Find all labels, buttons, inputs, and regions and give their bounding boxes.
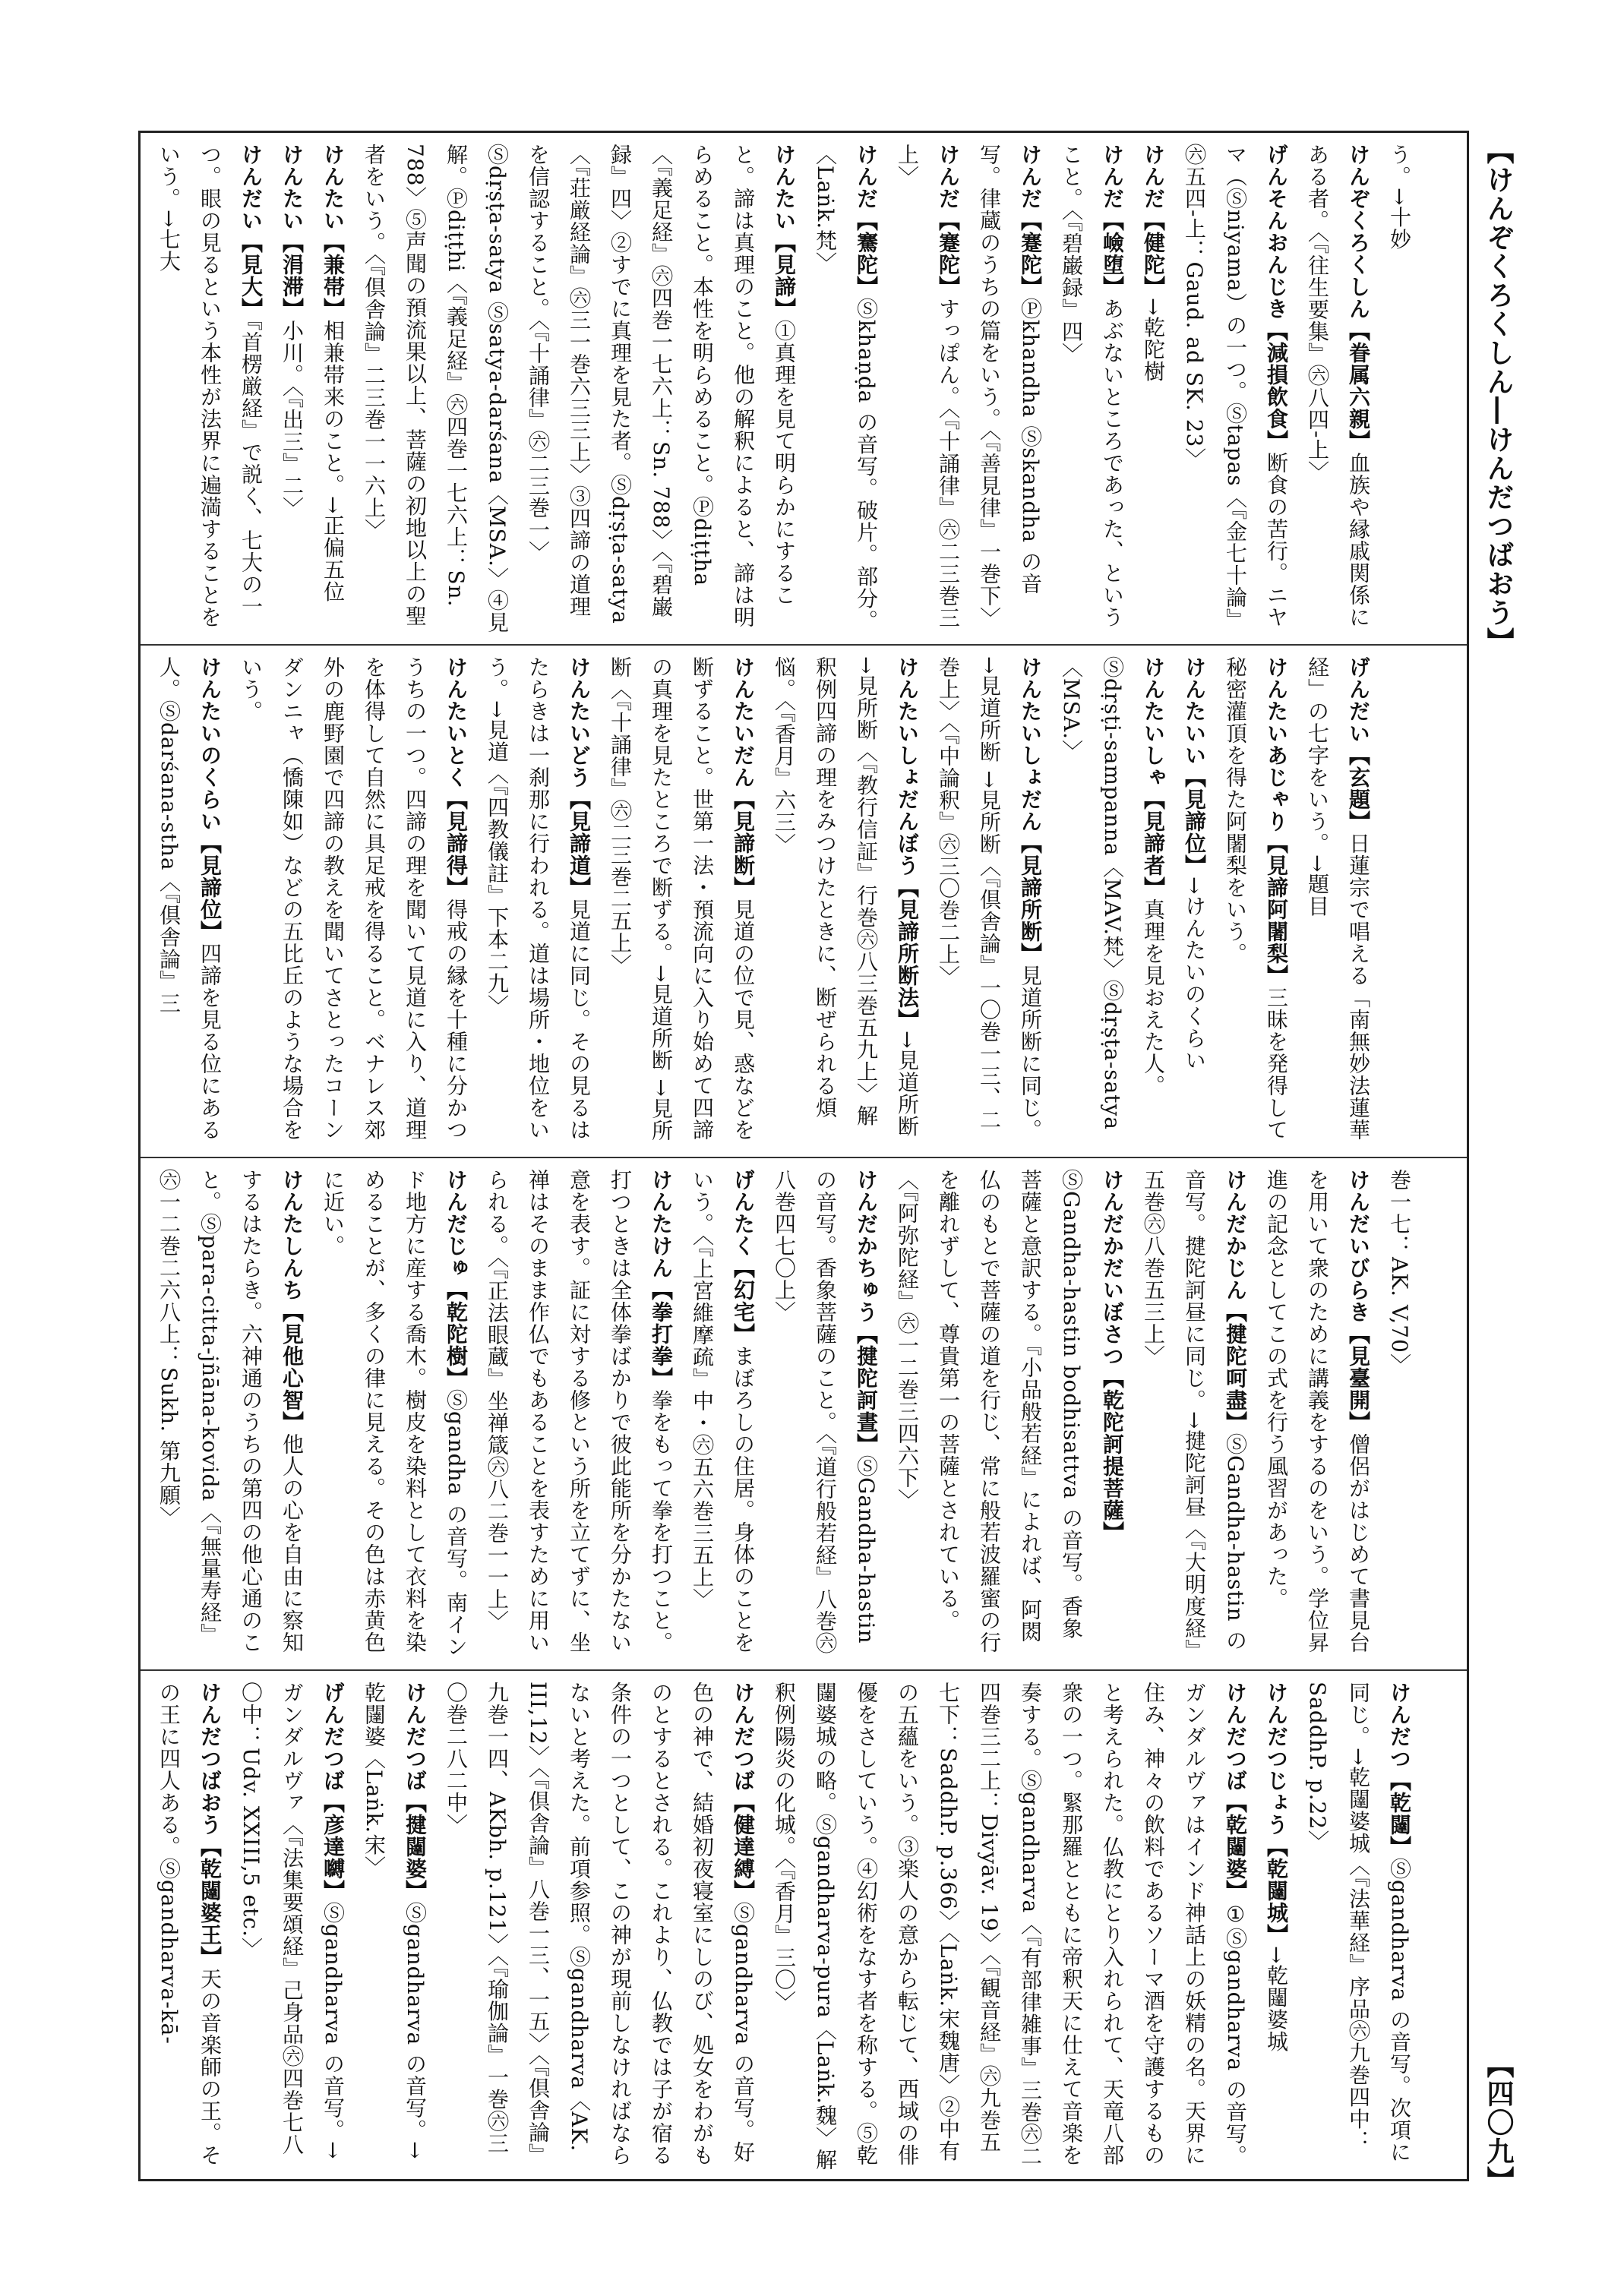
dictionary-entry xyxy=(148,144,271,633)
dictionary-entry xyxy=(927,656,1051,1146)
entry-definition: 断食の苦行。ニヤマ（Ⓢniyama）の一つ。Ⓢtapas〈『金七十論』㊅五四‑上：Gaud. ad SK. 23〉 xyxy=(1182,144,1289,630)
dictionary-entry xyxy=(312,144,353,633)
entry-definition: →乾陀樹 xyxy=(1141,298,1166,383)
entry-headword: けんだつば【乾闥婆】 xyxy=(1223,1682,1248,1902)
entry-definition: 天の音楽師の王。その王に四人ある。Ⓢgandharva-kā- xyxy=(156,1682,223,2166)
entry-definition: 四諦を見る位にある人。Ⓢdarśana-stha〈『倶舎論』三 xyxy=(156,656,223,1141)
entry-definition: Ⓢgandharva の音写。→乾闥婆〈Laṅk.宋〉 xyxy=(362,1682,428,2160)
entry-definition: ①Ⓢgandharva の音写。ガンダルヴァはインド神話上の妖精の名。天界に住み、神々の飲料であるソーマ酒を守護するものと考えられた。仏教にとり入れられて、天竜八部衆の一つ。緊那羅とともに帝釈天に仕えて音楽を奏する。Ⓢgandharva〈『有部律雑事』三巻㊅二四巻三二上：Divyāv. 19〉〈『観音経』㊅九巻五七下：SaddhP. p.366〉〈Laṅk.宋魏唐〉②中有の五蘊をいう。③楽人の意から転じて、西域の俳優をさしていう。④幻術をなす者を称する。⑤乾闥婆城の略。Ⓢgandharva-pura〈Laṅk.魏〉解釈例陽炎の化城。〈『香月』三〇〉 xyxy=(772,1682,1248,2171)
dictionary-entry xyxy=(763,1682,1256,2173)
dictionary-entry xyxy=(968,144,1051,633)
dictionary-entry xyxy=(148,1169,312,1659)
dictionary-entry xyxy=(599,656,763,1146)
entry-headword: けんたけん【拳打拳】 xyxy=(649,1169,674,1389)
dictionary-entry xyxy=(763,1169,886,1659)
entry-definition: Ⓢkhaṇḍa の音写。破片。部分。〈Laṅk.梵〉 xyxy=(813,144,879,632)
entry-headword: けんだつば【健達縛】 xyxy=(731,1682,756,1902)
entry-definition: →乾闥婆城 xyxy=(1264,1946,1289,2053)
entry-headword: けんたいだん【見諦断】 xyxy=(731,656,756,898)
entry-definition: う。→十妙 xyxy=(1387,144,1412,251)
entry-definition: ⓈGandha-hastin の音写。香象菩薩のこと。〈『道行般若経』八巻㊅八巻四七〇上〉 xyxy=(772,1169,879,1654)
entry-definition: 他人の心を自由に察知するはたらき。六神通のうちの第四の他心通のこと。Ⓢpara-citta-jñāna-kovida〈『無量寿経』㊅一二巻二六八上：Sukh. 第九願〉 xyxy=(156,1169,305,1653)
entry-headword: けんたいしゃ【見諦者】 xyxy=(1141,656,1166,898)
dictionary-entry xyxy=(148,1682,230,2173)
entry-definition: 見道所断に同じ。→見道所断 →見所断〈『倶舎論』一〇巻一三、二巻上〉〈『中論釈』㊅三〇巻二上〉 xyxy=(936,656,1043,1141)
entry-definition: すっぽん。〈『十誦律』㊅二三巻三上〉 xyxy=(895,144,961,629)
entry-definition: 『首楞厳経』で説く、七大の一つ。眼の見るという本性が法界に遍満することをいう。→七大 xyxy=(156,144,264,628)
tier-2-text xyxy=(141,646,1386,1157)
entry-definition: 見道の位で見、惑などを断ずること。世第一法・預流向に入り始めて四諦の真理を見たところで断ずる。→見道所断 →見所断〈『十誦律』㊅二三巻二五上〉 xyxy=(608,656,756,1142)
entry-headword: けんだつばおう【乾闥婆王】 xyxy=(197,1682,223,1968)
dictionary-entry xyxy=(435,1682,763,2173)
entry-definition: 三昧を発得して秘密灌頂を得た阿闍梨をいう。 xyxy=(1223,656,1289,1141)
entry-headword: けんたい【見諦】 xyxy=(772,144,797,320)
entry-definition: ⓈGandha-hastin bodhisattva の音写。香象菩薩と意訳する。『小品般若経』によれば、阿閦仏のもとで菩薩の道を行じ、常に般若波羅蜜の行を離れずして、尊貴第一の菩薩とされている。〈『阿弥陀経』㊅一二巻三四六下〉 xyxy=(895,1169,1084,1653)
entry-headword: けんたい【涓滞】 xyxy=(280,144,305,320)
dictionary-entry xyxy=(1215,656,1297,1146)
dictionary-entry xyxy=(1297,1682,1420,2173)
entry-headword: げんそんおんじき【減損飲食】 xyxy=(1264,144,1289,452)
entry-headword: けんたいどう【見諦道】 xyxy=(567,656,592,898)
dictionary-entry xyxy=(1174,656,1215,1146)
dictionary-entry xyxy=(312,1169,476,1659)
dictionary-entry xyxy=(1297,656,1379,1146)
entry-definition: ①真理を見て明らかにすること。諦は真理のこと。他の解釈によると、諦は明らめること。本性を明らめること。Ⓟdiṭṭha〈『義足経』㊅四巻一七六上：Sn. 788〉〈『碧巌録』四〉②すでに真理を見た者。Ⓢdṛṣṭa-satya〈『荘厳経論』㊅三一巻六三三上〉③四諦の道理を信認すること。〈『十誦律』㊅二三巻一〉Ⓢdṛṣṭa-satya Ⓢsatya-darśana〈MSA.〉④見解。Ⓟdiṭṭhi〈『義足経』㊅四巻一七六上：Sn. 788〉⑤声聞の預流果以上、菩薩の初地以上の聖者をいう。〈『倶舎論』二三巻一一六上〉 xyxy=(362,144,797,633)
entry-headword: けんぞくろくしん【眷属六親】 xyxy=(1346,144,1371,452)
dictionary-entry xyxy=(1133,144,1174,633)
entry-headword: けんだいびらき【見臺開】 xyxy=(1346,1169,1371,1433)
entry-headword: けんだ【蹇陀】 xyxy=(1018,144,1043,298)
dictionary-entry xyxy=(476,656,599,1146)
entry-definition: Ⓢgandharva の音写。→ガンダルヴァ〈『法集要頌経』己身品㊅四巻七八〇中：Udv. XXIII,5 etc.〉 xyxy=(239,1682,346,2160)
dictionary-entry xyxy=(1379,1169,1420,1659)
dictionary-entry xyxy=(476,1169,681,1659)
entry-headword: けんだ【騫陀】 xyxy=(854,144,879,298)
entry-definition: 僧侶がはじめて書見台を用いて衆のために講義をするのをいう。学位昇進の記念としてこの式を行う風習があった。 xyxy=(1264,1169,1371,1653)
dictionary-entry xyxy=(353,144,804,633)
entry-definition: 小川。〈『出三』二〉 xyxy=(280,320,305,519)
entry-definition: ⓈGandha-hastin の音写。揵陀訶昼に同じ。→揵陀訶昼〈『大明度経』五巻㊅八巻五三上〉 xyxy=(1141,1169,1248,1652)
entry-headword: けんたいとく【見諦得】 xyxy=(444,656,469,898)
tier-1 xyxy=(141,133,1467,646)
dictionary-entry xyxy=(804,144,886,633)
entry-headword: けんたいあじゃり【見諦阿闍梨】 xyxy=(1264,656,1289,987)
tier-3 xyxy=(141,1158,1467,1671)
page-number: 【四〇九】 xyxy=(1483,2051,1515,2195)
entry-definition: 見道に同じ。その見るはたらきは一刹那に行われる。道は場所・地位をいう。→見道〈『四教儀註』下本二九〉 xyxy=(485,656,592,1141)
dictionary-entry xyxy=(353,1682,435,2173)
entry-definition: あぶないところであった、ということ。〈『碧巌録』四〉 xyxy=(1059,144,1125,628)
entry-headword: けんだかだいぼさつ【乾陀訶提菩薩】 xyxy=(1100,1169,1125,1543)
entry-headword: げんだつば【彦達嚩】 xyxy=(321,1682,346,1902)
entry-headword: けんだかちゅう【揵陀訶晝】 xyxy=(854,1169,879,1455)
dictionary-entry xyxy=(886,1169,1133,1659)
entry-headword: けんだかじん【揵陀呵盡】 xyxy=(1223,1169,1248,1433)
tier-4-text xyxy=(141,1671,1427,2184)
entry-definition: 得戒の縁を十種に分かつうちの一つ。四諦の理を聞いて見道に入り、道理を体得して自然に具足戒を得ること。ベナレス郊外の鹿野園で四諦の教えを聞いてさとったコーンダンニャ（憍陳如）などの五比丘のような場合をいう。 xyxy=(239,656,469,1141)
entry-headword: けんだつじょう【乾闥城】 xyxy=(1264,1682,1289,1946)
dictionary-entry xyxy=(886,144,968,633)
dictionary-entry xyxy=(1297,144,1379,633)
entry-definition: →見道所断 →見所断〈『教行信証』行巻㊅八三巻五九上〉解釈例四諦の理をみつけたときに、断ぜられる煩悩。〈『香月』六三〉 xyxy=(772,656,920,1138)
entry-definition: 巻一七：AK. V,70〉 xyxy=(1387,1169,1412,1375)
entry-headword: げんたく【幻宅】 xyxy=(731,1169,756,1345)
dictionary-entry xyxy=(1379,144,1420,633)
entry-headword: けんたいしょだんぼう【見諦所断法】 xyxy=(895,656,920,1031)
dictionary-entry xyxy=(681,1169,763,1659)
dictionary-entry xyxy=(1256,1169,1379,1659)
running-head: 【けんぞくろくしん―けんだつばおう】 xyxy=(1483,137,1515,656)
entry-headword: けんだい【見大】 xyxy=(239,144,264,320)
tier-4 xyxy=(141,1671,1467,2184)
entry-definition: 血族や縁戚関係にある者。〈『往生要集』㊅八四‑上〉 xyxy=(1305,144,1371,628)
entry-definition: 相兼帯来のこと。→正偏五位 xyxy=(321,320,346,603)
entry-headword: けんたいのくらい【見諦位】 xyxy=(197,656,223,943)
dictionary-entry xyxy=(230,656,476,1146)
entry-headword: けんだじゅ【乾陀樹】 xyxy=(444,1169,469,1389)
entry-headword: げんだい【玄題】 xyxy=(1346,656,1371,832)
entry-definition: 拳をもって拳を打つこと。打つときは全体拳ばかりで彼此能所を分かたない意を表す。証に対する修という所を立てずに、坐禅はそのまま作仏でもあることを表すために用いられる。〈『正法眼蔵』坐禅箴㊅八二巻一一上〉 xyxy=(485,1169,674,1653)
entry-headword: けんだつば【揵闥婆】 xyxy=(403,1682,428,1902)
entry-headword: けんだ【蹇陀】 xyxy=(936,144,961,298)
entry-headword: けんたしんち【見他心智】 xyxy=(280,1169,305,1433)
dictionary-entry xyxy=(148,656,230,1146)
tier-2 xyxy=(141,646,1467,1158)
entry-headword: けんだ【嶮堕】 xyxy=(1100,144,1125,298)
entry-definition: まぼろしの住居。身体のことをいう。〈『上宮維摩疏』中・㊅五六巻三五上〉 xyxy=(690,1169,756,1653)
dictionary-entry xyxy=(1256,1682,1297,2173)
entry-definition: 日蓮宗で唱える「南無妙法蓮華経」の七字をいう。→題目 xyxy=(1305,656,1371,1141)
entry-definition: Ⓢgandharva の音写。好色の神で、結婚初夜寝室にしのび、処女をわがものとするとされる。これより、仏教では子が宿る条件の一つとして、この神が現前しなければならないと考えた。前項参照。Ⓢgandharva〈AK. III,12〉〈『倶舎論』八巻一三、一五〉〈『倶舎論』九巻一四、AKbh. p.121〉〈『瑜伽論』一巻㊅三〇巻二八二中〉 xyxy=(444,1682,756,2166)
tier-1-text xyxy=(141,133,1427,644)
entry-headword: けんたいい【見諦位】 xyxy=(1182,656,1207,876)
entry-headword: けんだつ【乾闥】 xyxy=(1387,1682,1412,1858)
entry-definition: Ⓟkhandha Ⓢskandha の音写。律蔵のうちの篇をいう。〈『善見律』一巻下〉 xyxy=(977,144,1043,629)
entry-headword: けんたい【兼帯】 xyxy=(321,144,346,320)
dictionary-entry xyxy=(271,144,312,633)
dictionary-entry xyxy=(1051,656,1174,1146)
dictionary-entry xyxy=(763,656,927,1146)
entry-definition: Ⓢgandharva の音写。次項に同じ。→乾闥婆城〈『法華経』序品㊅九巻四中：SaddhP. p.22〉 xyxy=(1305,1682,1412,2164)
dictionary-entry xyxy=(1051,144,1133,633)
entry-headword: けんたいしょだん【見諦所断】 xyxy=(1018,656,1043,965)
entry-definition: Ⓢgandha の音写。南インド地方に産する喬木。樹皮を染料として衣料を染めることが、多くの律に見える。その色は赤黄色に近い。 xyxy=(321,1169,469,1658)
entry-definition: 真理を見おえた人。Ⓢdṛṣṭi-sampanna〈MAV.梵〉Ⓢdṛṣṭa-satya〈MSA.〉 xyxy=(1059,656,1166,1130)
dictionary-page-frame xyxy=(138,131,1469,2181)
entry-definition: →けんたいのくらい xyxy=(1182,876,1207,1072)
dictionary-entry xyxy=(230,1682,353,2173)
dictionary-entry xyxy=(1174,144,1297,633)
entry-headword: けんだ【健陀】 xyxy=(1141,144,1166,298)
dictionary-entry xyxy=(1133,1169,1256,1659)
tier-3-text xyxy=(141,1158,1427,1669)
